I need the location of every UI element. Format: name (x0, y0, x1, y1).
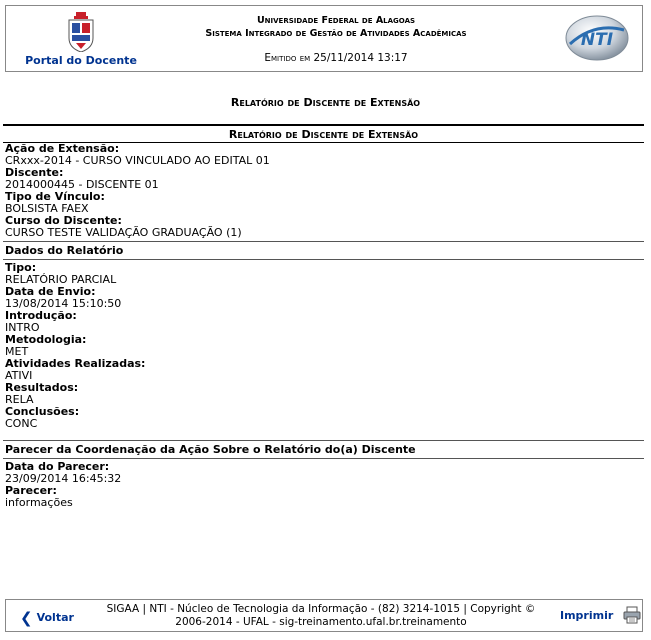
report-header (5, 5, 643, 72)
field-label: Resultados: (5, 381, 79, 394)
field-tipo-vinculo (3, 191, 644, 215)
section-dados-relatorio: Dados do Relatório (3, 241, 644, 260)
field-value: 23/09/2014 16:45:32 (5, 472, 122, 485)
nti-logo-text: NTI (580, 30, 614, 50)
field-value: CURSO TESTE VALIDAÇÃO GRADUAÇÃO (1) (5, 226, 242, 239)
field-atividades (3, 358, 644, 382)
field-discente (3, 167, 644, 191)
emitted-datetime: 25/11/2014 13:17 (313, 52, 408, 64)
field-label: Conclusões: (5, 405, 80, 418)
field-acao (3, 143, 644, 167)
footer-credits (86, 603, 556, 629)
back-label: Voltar (36, 611, 74, 624)
chevron-left-icon: ❮ (20, 609, 33, 627)
field-value: ATIVI (5, 369, 33, 382)
field-data-envio (3, 286, 644, 310)
field-value: BOLSISTA FAEX (5, 202, 89, 215)
field-label: Tipo: (5, 261, 37, 274)
print-button[interactable]: Imprimir (560, 609, 614, 622)
field-conclusoes (3, 406, 644, 430)
emitted-prefix: Emitido em (264, 52, 311, 64)
field-label: Data de Envio: (5, 285, 96, 298)
field-label: Discente: (5, 166, 64, 179)
field-resultados (3, 382, 644, 406)
field-value: RELA (5, 393, 34, 406)
field-label: Data do Parecer: (5, 460, 110, 473)
institution-block (156, 14, 516, 40)
field-value: 2014000445 - DISCENTE 01 (5, 178, 159, 191)
portal-label: Portal do Docente (25, 54, 137, 67)
report-footer (5, 599, 643, 632)
back-button[interactable] (20, 609, 74, 627)
system-name: Sistema Integrado de Gestão de Atividades Acadêmicas (205, 28, 467, 39)
field-value: RELATÓRIO PARCIAL (5, 273, 117, 286)
footer-line-2: 2006-2014 - UFAL - sig-treinamento.ufal.br.treinamento (175, 616, 467, 628)
field-label: Ação de Extensão: (5, 142, 120, 155)
field-label: Tipo de Vínculo: (5, 190, 105, 203)
institution-name: Universidade Federal de Alagoas (256, 15, 416, 26)
field-parecer (3, 485, 644, 509)
field-data-parecer (3, 461, 644, 485)
section-parecer: Parecer da Coordenação da Ação Sobre o Relatório do(a) Discente (3, 441, 644, 459)
field-label: Parecer: (5, 484, 57, 497)
field-tipo (3, 262, 644, 286)
printer-icon[interactable] (623, 606, 641, 624)
field-label: Introdução: (5, 309, 77, 322)
field-value: INTRO (5, 321, 40, 334)
footer-line-1: SIGAA | NTI - Núcleo de Tecnologia da Informação - (82) 3214-1015 | Copyright © (106, 603, 536, 615)
field-metodologia (3, 334, 644, 358)
nti-logo-icon (564, 14, 630, 62)
field-value: 13/08/2014 15:10:50 (5, 297, 122, 310)
field-value: informações (5, 496, 73, 509)
page-title: Relatório de Discente de Extensão (230, 96, 421, 109)
field-value: CONC (5, 417, 38, 430)
field-value: MET (5, 345, 29, 358)
divider (3, 430, 644, 441)
report-panel (3, 124, 644, 509)
emission-info (156, 52, 516, 64)
field-label: Curso do Discente: (5, 214, 122, 227)
field-curso (3, 215, 644, 239)
ufal-logo-icon (66, 12, 96, 52)
field-value: CRxxx-2014 - CURSO VINCULADO AO EDITAL 01 (5, 154, 270, 167)
field-label: Metodologia: (5, 333, 87, 346)
report-heading: Relatório de Discente de Extensão (3, 124, 644, 143)
field-introducao (3, 310, 644, 334)
field-label: Atividades Realizadas: (5, 357, 146, 370)
